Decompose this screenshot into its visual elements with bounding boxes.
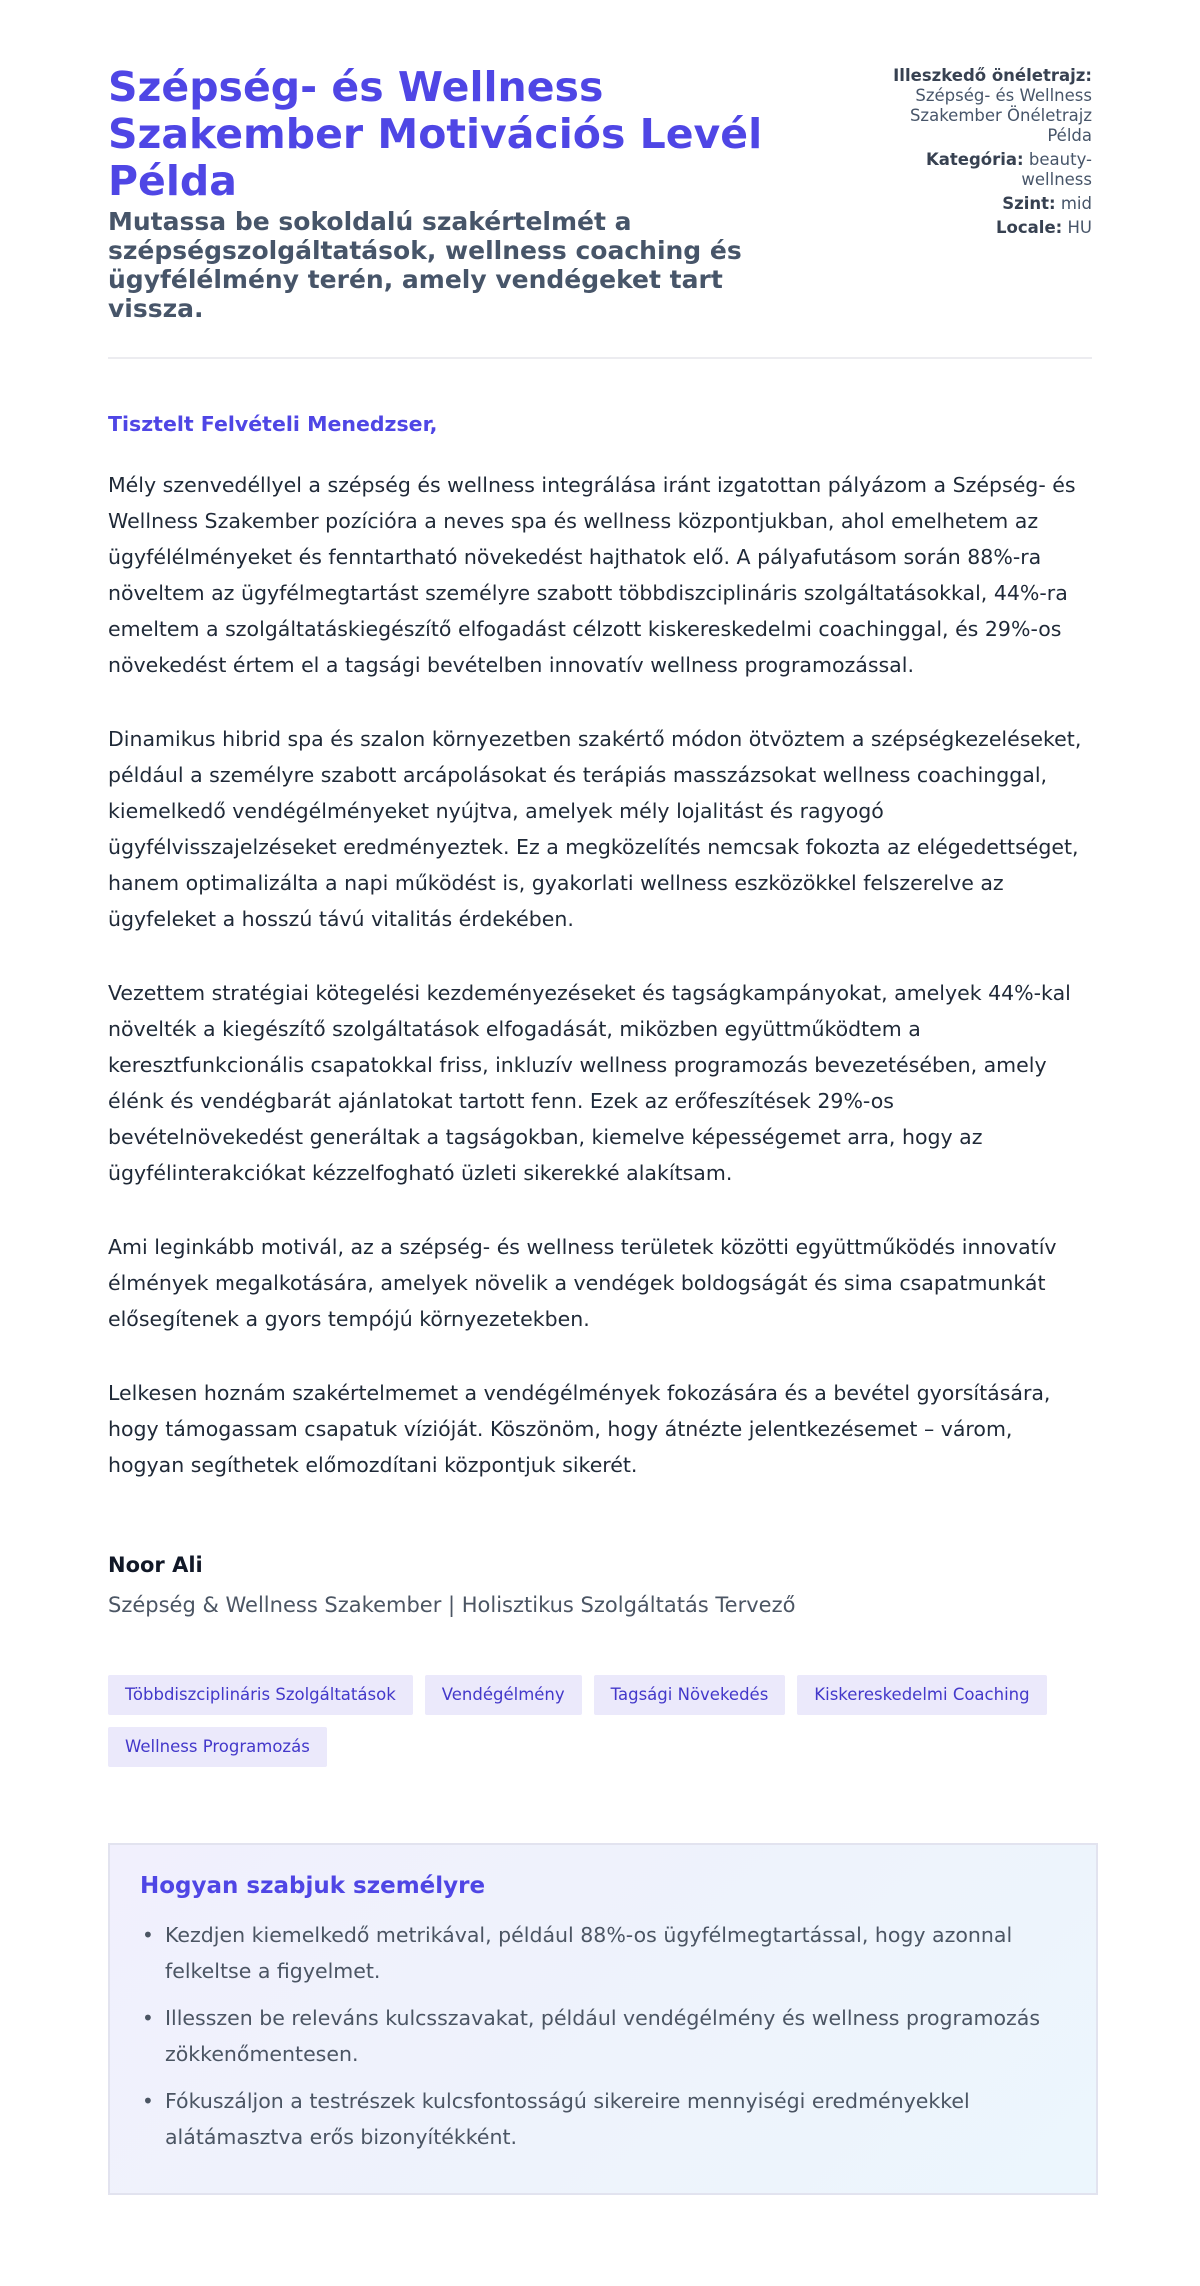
skill-tag: Többdiszciplináris Szolgáltatások <box>108 1675 413 1715</box>
meta-locale <box>862 218 1092 238</box>
letter-paragraph: Lelkesen hoznám szakértelmemet a vendégélmények fokozására és a bevétel gyorsítására, hogy támogassam csapatuk vízióját. Köszönöm, hogy átnézte jelentkezésemet – várom, hogyan segíthetek előmozdítani központjuk sikerét. <box>108 1381 1051 1477</box>
meta-locale-label: Locale: <box>996 218 1063 237</box>
meta-locale-value: HU <box>1067 218 1092 237</box>
meta-resume <box>862 66 1092 146</box>
bullet-icon: • <box>142 2089 154 2113</box>
meta-category-label: Kategória: <box>925 150 1024 169</box>
meta-level <box>862 194 1092 214</box>
page-header <box>108 64 1092 359</box>
meta-resume-value: Szépség- és Wellness Szakember Önéletrajz Példa <box>909 86 1092 145</box>
page-title: Szépség- és Wellness Szakember Motivációs Levél Példa <box>108 63 763 205</box>
letter-paragraph: Ami leginkább motivál, az a szépség- és wellness területek közötti együttműködés innovatív élmények megalkotására, amelyek növelik a vendégek boldogságát és sima csapatmunkát elősegítenek a gyors tempójú környezetekben. <box>108 1235 1057 1331</box>
skill-tag: Vendégélmény <box>425 1675 582 1715</box>
letter-paragraph: Mély szenvedéllyel a szépség és wellness integrálása iránt izgatottan pályázom a Szépség- és Wellness Szakember pozícióra a neves spa és wellness központjukban, ahol emelhetem az ügyfélélményeket és fenntartható növekedést hajthatok elő. A pályafutásom során 88%-ra növeltem az ügyfélmegtartást személyre szabott többdiszciplináris szolgáltatásokkal, 44%-ra emeltem a szolgáltatáskiegészítő elfogadást célzott kiskereskedelmi coachinggal, és 29%-os növekedést értem el a tagsági bevételben innovatív wellness programozással. <box>108 473 1076 677</box>
skill-tag: Tagsági Növekedés <box>594 1675 786 1715</box>
page-subtitle: Mutassa be sokoldalú szakértelmét a szépségszolgáltatások, wellness coaching és ügyfélélmény terén, amely vendégeket tart vissza. <box>108 207 742 323</box>
bullet-icon: • <box>142 2006 154 2030</box>
tip-item <box>140 2083 1068 2155</box>
signature-name: Noor Ali <box>108 1553 203 1577</box>
tips-title: Hogyan szabjuk személyre <box>140 1873 486 1899</box>
meta-category <box>862 150 1092 190</box>
skill-tag: Kiskereskedelmi Coaching <box>797 1675 1046 1715</box>
meta-category-value: beauty-wellness <box>1021 150 1092 189</box>
tip-item <box>140 1917 1068 1989</box>
tip-text: Illesszen be releváns kulcsszavakat, például vendégélmény és wellness programozás zökkenőmentesen. <box>165 2006 1041 2066</box>
header-titles <box>108 64 768 323</box>
tip-item <box>140 2000 1068 2072</box>
signature-title: Szépség & Wellness Szakember | Holisztikus Szolgáltatás Tervező <box>108 1593 796 1617</box>
bullet-icon: • <box>142 1923 154 1947</box>
meta-level-label: Szint: <box>1002 194 1056 213</box>
skill-tag: Wellness Programozás <box>108 1727 327 1767</box>
signature-block <box>108 1551 1092 1619</box>
meta-resume-label: Illeszkedő önéletrajz: <box>893 66 1092 85</box>
meta-panel <box>862 64 1092 242</box>
tip-text: Kezdjen kiemelkedő metrikával, például 88%-os ügyfélmegtartással, hogy azonnal felkeltse a figyelmet. <box>165 1923 1013 1983</box>
meta-level-value: mid <box>1060 194 1092 213</box>
letter-paragraph: Vezettem stratégiai kötegelési kezdeményezéseket és tagságkampányokat, amelyek 44%-kal növelték a kiegészítő szolgáltatások elfogadását, miközben együttműködtem a keresztfunkcionális csapatokkal friss, inkluzív wellness programozás bevezetésében, amely élénk és vendégbarát ajánlatokat tartott fenn. Ezek az erőfeszítések 29%-os bevételnövekedést generáltak a tagságokban, kiemelve képességemet arra, hogy az ügyfélinterakciókat kézzelfogható üzleti sikerekké alakítsam. <box>108 981 1071 1185</box>
letter-body <box>108 411 1092 1483</box>
salutation: Tisztelt Felvételi Menedzser, <box>108 412 438 436</box>
skill-tags <box>108 1675 1098 1767</box>
letter-paragraph: Dinamikus hibrid spa és szalon környezetben szakértő módon ötvöztem a szépségkezeléseket, például a személyre szabott arcápolásokat és terápiás masszázsokat wellness coachinggal, kiemelkedő vendégélményeket nyújtva, amelyek mély lojalitást és ragyogó ügyfélvisszajelzéseket eredményeztek. Ez a megközelítés nemcsak fokozta az elégedettséget, hanem optimalizálta a napi működést is, gyakorlati wellness eszközökkel felszerelve az ügyfeleket a hosszú távú vitalitás érdekében. <box>108 727 1082 931</box>
tip-text: Fókuszáljon a testrészek kulcsfontosságú sikereire mennyiségi eredményekkel alátámasztva erős bizonyítékként. <box>165 2089 970 2149</box>
customization-tips <box>108 1843 1098 2195</box>
tips-list <box>140 1917 1068 2155</box>
